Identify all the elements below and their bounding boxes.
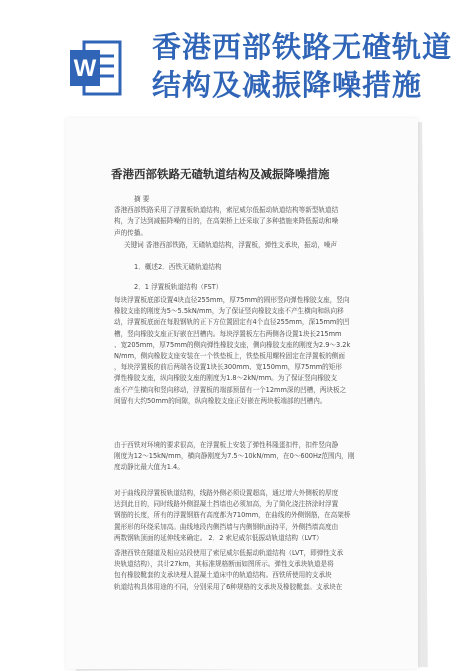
abstract-line: 构，为了达到减振降噪的目的，在高架桥上还采取了多种措施来降低振动和噪 [114,217,339,226]
paragraph-line: 橡胶支座的刚度为5～5.5kN/mm，为了保证竖向橡胶支座不产生横向和纵向移 [114,307,344,316]
paragraph-line: 每块浮置板底部设置4块直径255mm，厚75mm的圆形竖向弹性橡胶支座，竖向 [114,296,350,304]
abstract-line: 香港西部铁路采用了浮置板轨道结构，索尼威尔低振动轨道结构等新型轨道结 [114,206,339,215]
paragraph-line: N/mm，侧向橡胶支座安装在一个铁垫板上，铁垫板用螺栓固定在浮置板的侧面 [114,352,345,361]
paragraph-lvt [114,548,404,593]
abstract-heading: 摘 要 [134,195,150,203]
keywords: 关键词 香港西部铁路，无碴轨道结构，浮置板，弹性支承块，振动，噪声 [124,241,338,249]
paragraph-curve [114,488,404,544]
section-heading-2: 2．1 浮置板轨道结构（FST） [134,283,223,291]
abstract-section [114,194,404,239]
paragraph-line: 包有橡胶靴套的支承块埋人混凝土道床中的轨道结构。西铁所使用的支承块 [114,571,332,580]
paragraph-line: 座不产生横向和竖向移动，浮置板的端部预留有一个12mm深的凹槽，两块板之 [114,385,347,394]
banner-title-line-1: 香港西部铁路无碴轨道 [152,30,453,64]
paragraph-line: 刚度为12～15kN/mm，横向静刚度为7.5～10kN/mm，在0～600Hz范围内，刚 [114,452,355,461]
paragraph-line: 香港西铁在隧道及相应站段使用了索尼威尔低振动轨道结构（LVT，即弹性支承 [114,549,344,557]
paragraph-line: 两数钢轨顶面的延伸线来确定。 2．2 索尼威尔低振动轨道结构（LVT） [114,533,323,542]
paragraph-line: 达到此目的，同时线路外侧混凝土挡墙也必须加高，为了简化浇注挤涂时浮置 [114,500,339,509]
paragraph-line: 块轨道结构），共计27km，其标准规格断面如图所示。弹性支承块轨道是将 [114,560,334,569]
word-document-icon [70,38,122,98]
paragraph-line: 钢筋的长度，所有的浮置钢筋有高度都为710mm，在曲线的外侧钢筋，在高架桥 [114,511,351,520]
paragraph-fst [114,295,404,407]
paragraph-line: 动，浮置板底面在每股钢轨的正下方位置固定有4个直径255mm，深15mm的凹 [114,318,350,327]
document-title: 香港西部铁路无碴轨道结构及减振降噪措施 [111,167,330,181]
paragraph-line: 对于曲线段浮置板轨道结构，线路外侧必须设置超高，通过增大外侧板的厚度 [114,489,339,497]
paragraph-line: 由于西铁对环境的要求很高，在浮置板上安装了弹性科隆蛋扣件，扣件竖向静 [114,441,339,449]
paragraph-line: 间留有大约50mm的间隙，纵向橡胶支座正好嵌在两块板端部的凹槽内。 [114,396,327,405]
abstract-line: 声的传播。 [114,228,147,237]
document-page [66,118,418,669]
paragraph-line: ，每块浮置板的前后两端各设置1块长300mm、宽150mm，厚75mm的矩形 [114,363,342,372]
banner-title-line-2: 结构及减振降噪措施 [152,68,423,102]
paragraph-line: 弹性橡胶支座，纵向橡胶支座的刚度为1.8～2kN/mm。为了保证竖向橡胶支 [114,374,338,383]
section-heading-1: 1．概述2．西铁无碴轨道结构 [134,263,222,271]
svg-text:W: W [73,55,97,82]
document-banner [0,0,474,115]
paragraph-line: 、宽205mm，厚75mm的侧向弹性橡胶支座，侧向橡胶支座的刚度为2.9～3.2k [114,340,351,349]
paragraph-fastener [114,440,404,474]
paragraph-line: 轨道结构具体用途的不同，分别采用了6种规格的支承块及橡胶靴套。支承块在 [114,582,343,591]
paragraph-line: 度动静比最大值为1.4。 [114,463,184,472]
banner-title [152,28,462,104]
paragraph-line: 槽，竖向橡胶支座正好嵌在凹槽内。每块浮置板左右两侧各设置1块长215mm [114,329,342,338]
paragraph-line: 置形形的环绕采加高。曲线地段内侧挡墙与内侧钢轨面持平，外侧挡墙高度由 [114,522,339,531]
